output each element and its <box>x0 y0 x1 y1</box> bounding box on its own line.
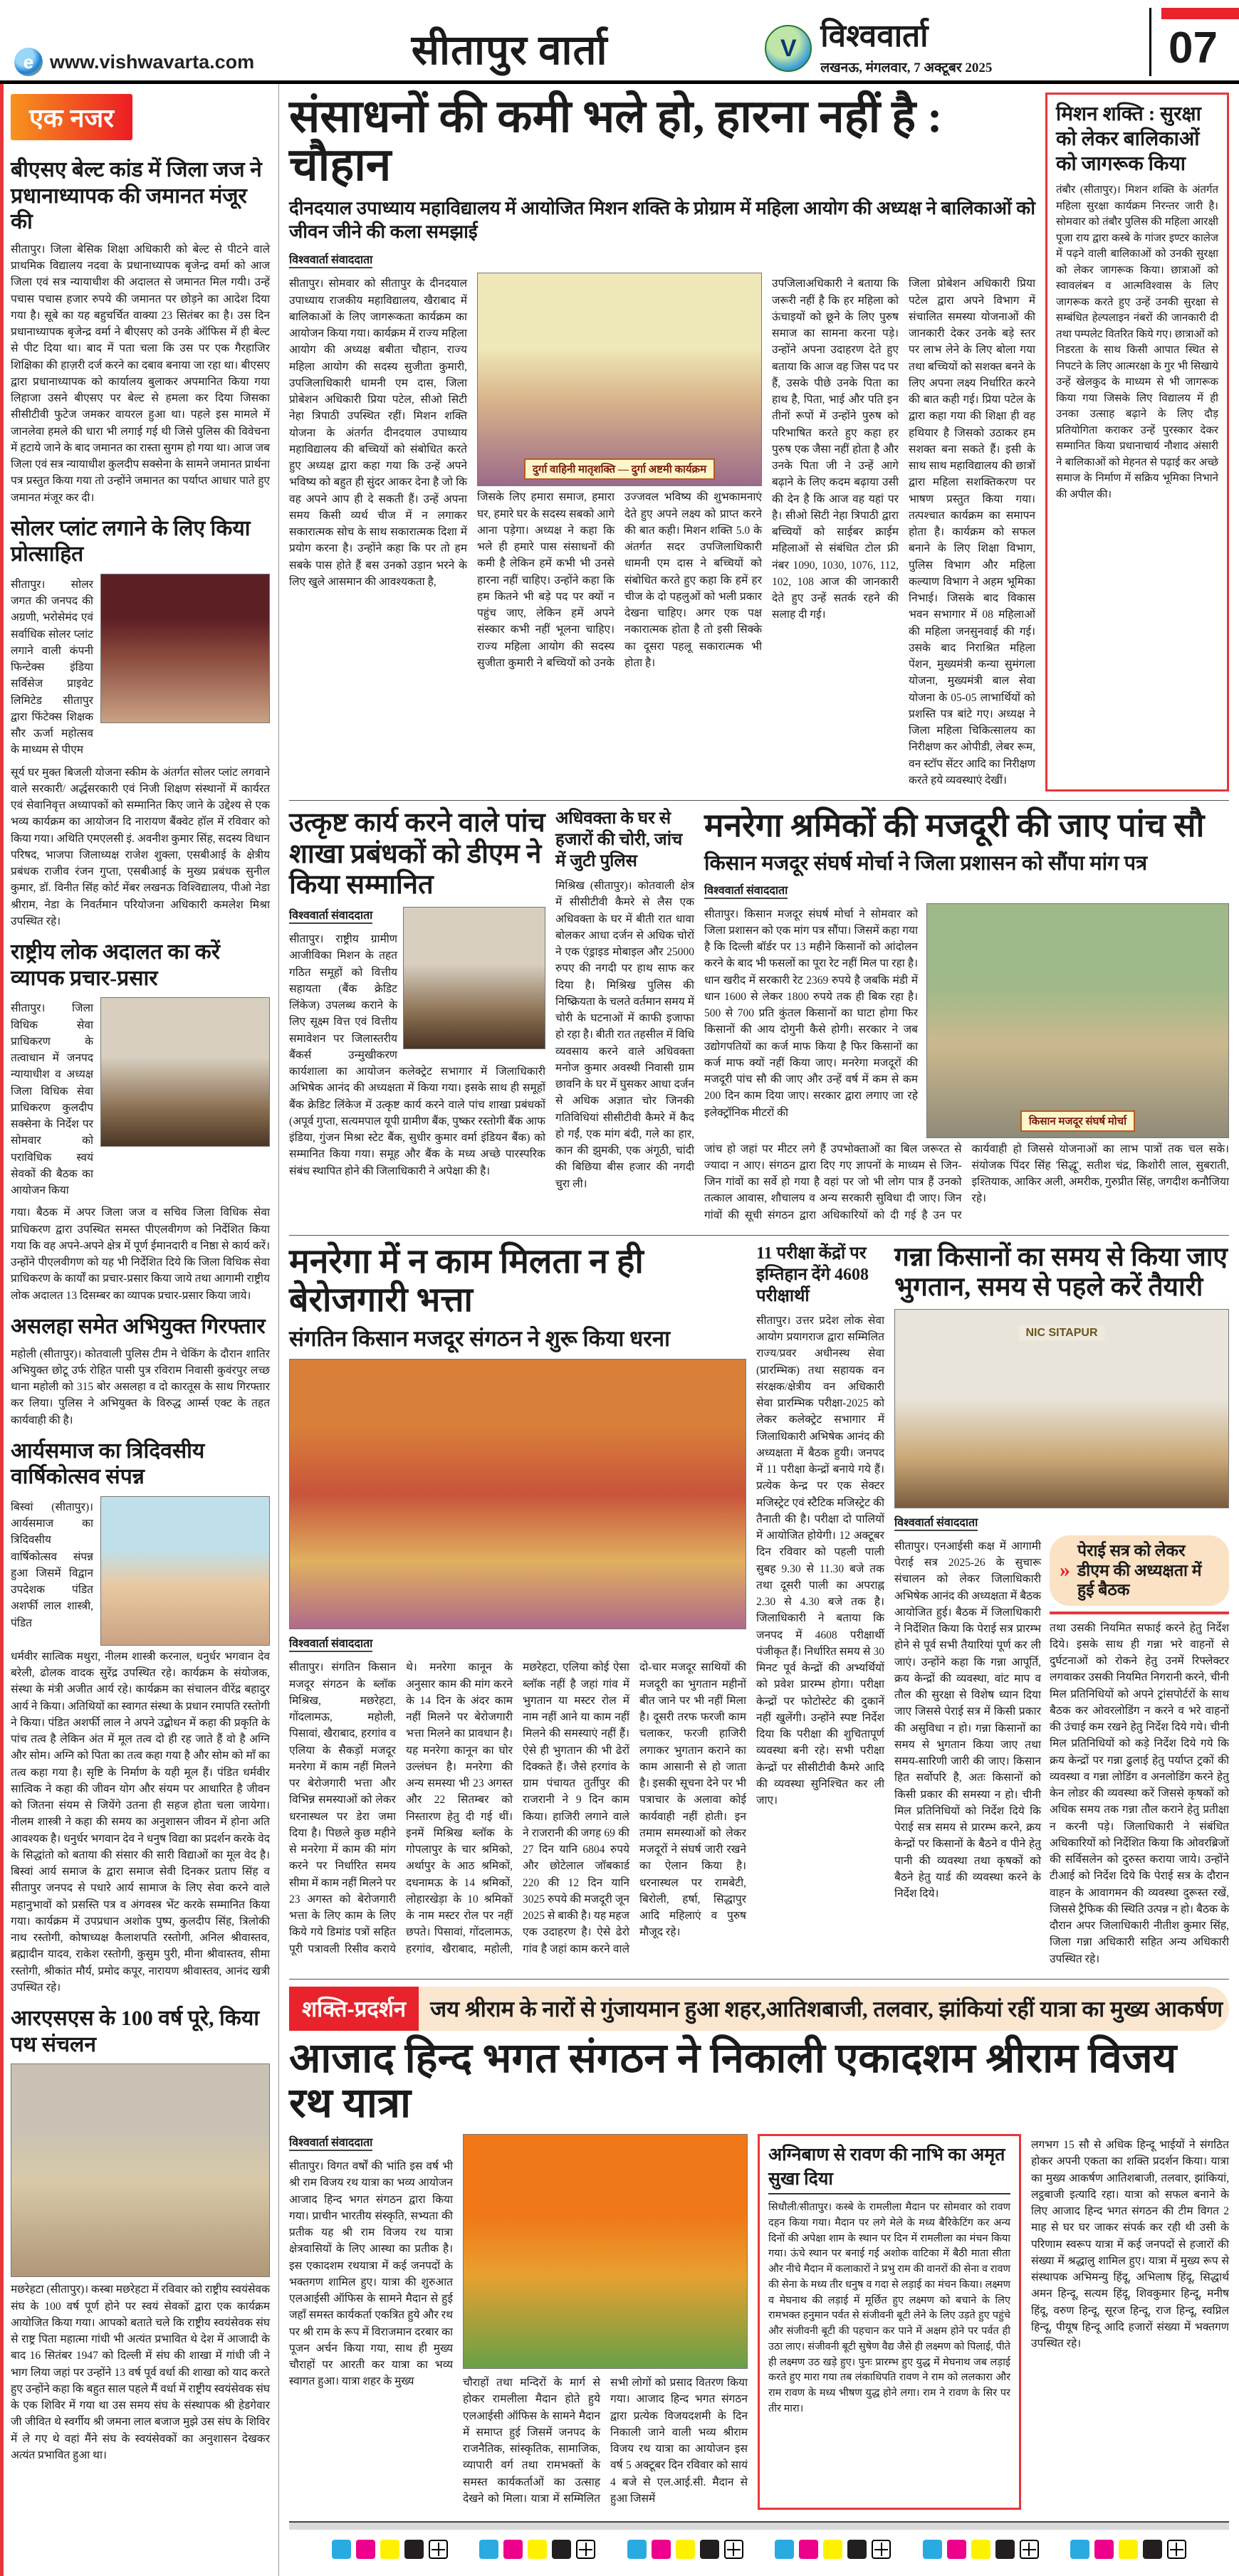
registration-cross-icon <box>724 2540 743 2559</box>
registration-cross-icon <box>872 2540 891 2559</box>
chori-article <box>555 808 694 1226</box>
brief-headline: आर्यसमाज का त्रिदिवसीय वार्षिकोत्सव संपन्न <box>11 1439 205 1489</box>
rath-yatra-headline: आजाद हिन्द भगत संगठन ने निकाली एकादशम श्रीराम विजय रथ यात्रा <box>289 2034 1177 2126</box>
majdoori-subhead: किसान मजदूर संघर्ष मोर्चा ने जिला प्रशासन को सौंपा मांग पत्र <box>704 851 1148 875</box>
page-number-block <box>1149 8 1225 76</box>
masthead-globe-logo-icon: V <box>765 25 812 72</box>
news-brief <box>11 157 270 506</box>
print-registration-marks <box>479 2540 595 2559</box>
yellow-swatch-icon <box>823 2540 842 2559</box>
black-swatch-icon <box>995 2540 1015 2559</box>
sammanit-article <box>289 808 545 1226</box>
brief-headline: असलहा समेत अभियुक्त गिरफ्तार <box>11 1314 266 1338</box>
print-registration-marks <box>1070 2540 1186 2559</box>
main-area <box>279 84 1239 2576</box>
page-number-divider <box>1149 8 1151 76</box>
ravan-dahan-headline: अग्निबाण से रावण की नाभि का अमृत सुखा दिया <box>768 2142 1010 2194</box>
website-url: www.vishwavarta.com <box>50 51 255 73</box>
black-swatch-icon <box>552 2540 571 2559</box>
lead-byline: विश्ववार्ता संवाददाता <box>289 251 372 268</box>
ganna-byline: विश्ववार्ता संवाददाता <box>894 1514 978 1531</box>
photo-dharna-crowd <box>289 1359 746 1629</box>
magenta-swatch-icon <box>947 2540 966 2559</box>
rath-yatra-section <box>289 1979 1229 2510</box>
kicker-strip-text: जय श्रीराम के नारों से गुंजायमान हुआ शहर,आतिशबाजी, तलवार, झांकियां रहीं यात्रा का मुख्य आकर्षण <box>430 1996 1223 2022</box>
lead-body-under-photo: जिसके लिए हमारा समाज, हमारा घर, हमारे घर के सदस्य सबको आगे आना पड़ेगा। अध्यक्ष ने कहा कि भले ही हमारे पास संसाधनों की कमी है लेकिन हमें कभी भी उनसे हारना नहीं चाहिए। उन्होंने कहा कि हम कितने भी बड़े पद पर क्यों न पहुंच जाए, लेकिन हमें अपने संस्कार कभी नहीं भूलना चाहिए। राज्य महिला आयोग की सदस्य सुजीता कुमारी ने बच्चियों को उनके उज्जवल भविष्य की शुभकामनाएं देते हुए अपने लक्ष्य को प्राप्त करने की बात कही। मिशन शक्ति 5.0 के अंतर्गत सदर उपजिलाधिकारी धामनी एम दास ने बच्चियों को संबोधित करते हुए कहा कि हमें हर चीज के दो पहलुओं को भली प्रकार देखना चाहिए। अगर एक पक्ष नकारात्मक होता है तो इसी सिक्के का दूसरा पहलू सकारात्मक भी होता है। <box>477 491 762 669</box>
rath-yatra-body-right: लगभग 15 सौ से अधिक हिन्दू भाईयों ने संगठित होकर अपनी एकता का शक्ति प्रदर्शन किया। यात्रा का मुख्य आकर्षण आतिशबाजी, तलवार, झांकियां, लट्ठबाजी इत्यादि रहा। यात्रा को सफल बनाने के लिए आजाद हिन्द भगत संगठन की टीम विगत 2 माह से घर घर जाकर संपर्क कर रही थी उसी के परिणाम स्वरूप यात्रा में कई जनपदों से हजारों की संख्या में श्रद्धालु शामिल हुए। यात्रा में मुख्य रूप से संस्थापक अभिमन्यु हिंदू, अभिलाष हिंदू, सिद्धार्थ अमन हिन्दू, सत्यम हिंदू, शिवकुमार हिन्दू, मनीष हिंदू, वरुण हिन्दू, सूरज हिन्दू, राज हिन्दू, स्वप्निल हिन्दू, पीयूष हिन्दू आदि हजारों संख्या में भक्तगण उपस्थित रहे। <box>1031 2139 1229 2350</box>
lead-headline: संसाधनों की कमी भले हो, हारना नहीं है : चौहान <box>289 91 943 190</box>
photo-sign-text: NIC SITAPUR <box>1018 1325 1104 1341</box>
mission-box-body: तंबौर (सीतापुर)। मिशन शक्ति के अंतर्गत महिला सुरक्षा कार्यक्रम निरन्तर जारी है। सोमवार को तंबौर पुलिस की महिला आरक्षी पूजा राय द्वारा कस्बे के गांजर इण्टर कालेज में पढ़ने वाली बालिकाओं को उनकी सुरक्षा को लेकर जागरूक किया। छात्राओं को स्वावलंबन व आत्मविश्वास के लिए जागरूक करते हुए उन्हें उनकी सुरक्षा से सम्बंधित हेल्पलाइन नंबरों की जानकारी दी तथा पम्पलेट वितरित किये गए। छात्राओं को निडरता के साथ किसी आपात स्थित से निपटने के लिए आत्मरक्षा के गुर भी सिखाये उन्हें खेलकुद के माध्यम से भी जागरूक किया गया जिसके लिए विद्यालय में ही उनका उत्साह बढ़ाने के लिए दौड़ प्रतियोगिता कराकर उन्हें पुरस्कार देकर सम्मानित किया प्रधानाचार्य नौशाद अंसारी ने बालिकाओं को मेहनत से पढ़ाई कर अच्छे समाज के निर्माण में सक्रिय भूमिका निभाने की अपील की। <box>1056 184 1218 500</box>
ek-najar-label: एक नजर <box>11 94 132 140</box>
photo-banner-text: किसान मजदूर संघर्ष मोर्चा <box>1020 1110 1135 1132</box>
dharna-subhead: संगतिन किसान मजदूर संगठन ने शुरू किया धरना <box>289 1326 671 1352</box>
brief-body-lead: सीतापुर। जिला विधिक सेवा प्राधिकरण के तत्वाधान में जनपद न्यायाधीश व अध्यक्ष जिला विधिक सेवा प्राधिकरण कुलदीप सक्सेना के निर्देश पर सोमवार को पराविधिक स्वयं सेवकों की बैठक का आयोजन किया <box>11 1002 93 1197</box>
yellow-swatch-icon <box>380 2540 399 2559</box>
yellow-swatch-icon <box>676 2540 695 2559</box>
news-brief <box>11 516 270 930</box>
yellow-swatch-icon <box>971 2540 990 2559</box>
photo-mission-shakti-event <box>477 273 762 486</box>
lead-body-col: सीतापुर। सोमवार को सीतापुर के दीनदयाल उपाध्याय राजकीय महाविद्यालय, खैराबाद में बालिकाओं के लिए जागरूकता कार्यक्रम का आयोजन किया गया। कार्यक्रम में राज्य महिला आयोग की अध्यक्ष बबीता चौहान, राज्य महिला आयोग की सदस्य सुजीता कुमारी, उपजिलाधिकारी धामनी एम दास, जिला प्रोबेशन अधिकारी प्रिया पटेल, सीओ सिटी नेहा त्रिपाठी उपस्थित रहीं। मिशन शक्ति योजना के अंतर्गत दीनदयाल उपाध्याय महाविद्यालय की बच्चियों को संबोधित करते हुए अध्यक्ष द्वारा कहा गया कि उन्हें अपने भविष्य को बहुत ही सुंदर आकर देना है जो कि वह अपने आप ही दे सकती हैं। उन्हें अपना समय किसी व्यर्थ चीज में न लगाकर सकारात्मक सोच के साथ सकारात्मक दिशा में प्रयोग करना है। उन्होंने कहा कि पर तो हम सबके पास होते हैं बस उनको उड़ान भरने के लिए खुले आसमान की आवश्यकता है, <box>289 278 467 588</box>
black-swatch-icon <box>847 2540 867 2559</box>
brief-body: सीतापुर। जिला बेसिक शिक्षा अधिकारी को बेल्ट से पीटने वाले प्राथमिक विद्यालय नदवा के प्रधानाध्यापक बृजेन्द्र वर्मा को आज जिला एवं सत्र न्यायाधीश की अदालत से जमानत मिल गयी। उन्हें पचास पचास हजार रुपये की जमानत पर छोड़ने का आदेश दिया गया है। सूबे का यह बहुचर्चित वाक्या 23 सितंबर का है। उस दिन प्रधानाध्यापक बृजेन्द्र वर्मा ने बीएसए को उनके ऑफिस में ही बेल्ट से पीट दिया था। बाद में पता चला कि उस पर एक गैरहाजिर शिक्षिका की हाज़री दर्ज करने का दबाव बनाया जा रहा था। बीएसए द्वारा प्रधानाध्यापक को कार्यालय बुलाकर अपमानित किया गया लिहाजा उसने बीएसए पर बेल्ट से हमला कर दिया जिसका सीसीटीवी फुटेज जमकर वायरल हुआ था। पहले इस मामले में जानलेवा हमले की धारा भी लगाई गई थी जिसे पुलिस की विवेचना में हटाये जाने के बाद जमानत का रास्ता सुगम हो गया था। आज जब जिला एवं सत्र न्यायाधीश कुलदीप सक्सेना के सामने जमानत प्रार्थना पत्र प्रस्तुत किया गया तो उन्होंने जमानत का पर्याप्त आधार पाते हुए जमानत मंजूर कर दी। <box>11 243 270 504</box>
mission-box-headline: मिशन शक्ति : सुरक्षा को लेकर बालिकाओं को जागरूक किया <box>1056 103 1201 175</box>
chori-headline: अधिवक्ता के घर से हजारों की चोरी, जांच में जुटी पुलिस <box>555 809 683 871</box>
yellow-swatch-icon <box>528 2540 547 2559</box>
lead-body-col: जिला प्रोबेशन अधिकारी प्रिया पटेल द्वारा अपने विभाग में संचालित समस्या योजनाओं की जानकारी देकर उनके बड़े स्तर पर लाभ लेने के लिए बोला गया तथा बच्चियों को सशक्त बनने के लिए अपना लक्ष्य निर्धारित करने की बात कही गई। प्रिया पटेल के द्वारा कहा गया की शिक्षा ही वह हथियार है जिसको उठाकर हम सशक्त बना सकते हैं। इसी के साथ साथ महाविद्यालय की छात्रों द्वारा महिला सशक्तिकरण पर भाषण प्रस्तुत किया गया। तत्पश्चात कार्यक्रम का समापन होता है। कार्यक्रम को सफल बनाने के लिए शिक्षा विभाग, पुलिस विभाग और महिला कल्याण विभाग ने अहम भूमिका निभाई। जिसके बाद विकास भवन सभागार में 08 महिलाओं की महिला जनसुनवाई की गई। उसके बाद निराश्रित महिला पेंशन, मुख्यमंत्री कन्या सुमंगला योजना, मुख्यमंत्री बाल सेवा योजना के 05-05 लाभार्थियों को प्रशस्ति पत्र बांटे गए। अध्यक्ष ने जिला महिला चिकित्सालय का निरीक्षण कर ओपीडी, लेबर रूम, वन स्टॉप सेंटर आदि का निरीक्षण करते हये व्यवस्थाएं देखीं। <box>909 278 1035 787</box>
registration-cross-icon <box>576 2540 595 2559</box>
lead-subhead: दीनदयाल उपाध्याय महाविद्यालय में आयोजित मिशन शक्ति के प्रोग्राम में महिला आयोग की अध्यक्ष ने बालिकाओं को जीवन जीने की कला समझाई <box>289 197 1035 243</box>
cyan-swatch-icon <box>332 2540 351 2559</box>
pariksha-headline: 11 परीक्षा केंद्रों पर इम्तिहान देंगे 4608 परीक्षार्थी <box>756 1244 869 1305</box>
news-brief <box>11 1314 270 1429</box>
magenta-swatch-icon <box>1094 2540 1114 2559</box>
photo-kisan-morcha <box>926 903 1229 1138</box>
magenta-swatch-icon <box>799 2540 818 2559</box>
brief-body: गया। बैठक में अपर जिला जज व सचिव जिला विधिक सेवा प्राधिकरण द्वारा उपस्थित समस्त पीएलवीगण को निर्देशित किया गया कि वह अपने-अपने क्षेत्र में पूर्ण ईमानदारी व निष्ठा से कार्य करें। उन्होंने पीएलवीगण को यह भी निर्देशित दिये कि जिला विधिक सेवा प्राधिकरण के कार्यों का प्रचार-प्रसार किया जाये तथा आगामी राष्ट्रीय लोक अदालत 13 दिसम्बर का व्यापक प्रचार-प्रसार किया जाये। <box>11 1206 270 1302</box>
brief-body: धर्मवीर सात्विक मथुरा, नीलम शास्त्री करनाल, धनुर्धर भगवान देव बरेली, ढोलक वादक सुरेंद्र उपस्थित रहे। कार्यक्रम के संयोजक, संस्था के मंत्री अजीत आर्य रहे। कार्यक्रम का संचालन वीरेंद्र बहादुर आर्य ने किया। अतिथियों का स्वागत संस्था के प्रधान रमापति रस्तोगी ने किया। पंडित अशर्फी लाल ने अपने उद्बोधन में कहा की प्रकृति के पांच तत्व है लेकिन अंत में मूल तत्व दो ही रह जाते हैं वो है अग्नि और सोम। अग्नि को पिता का तत्व कहा गया है और सोम को माँ का तत्व कहा गया है। सृष्टि के निर्माण के यही मूल हैं। पंडित धर्मवीर सात्विक ने कहा की जीवन योग और संयम पर आधारित है जीवन को जितना संयम से जियेंगे उतना ही सहज होता चला जायेगा। नीलम शास्त्री ने कहा की समय का अनुशासन जीवन में होना अति आवश्यक है। धनुर्धर भगवान देव ने धनुष विद्या का प्रदर्शन करके वेद के सिद्धांतो को बताया की संसार की सारी विद्याओं का मूल वेद है। बिस्वां आर्य समाज के द्वारा समाज सेवी दिनकर प्रताप सिंह व सीतापुर जनपद से पधारे आर्य सामाज के लिए सेवा करने वाले महानुभावों को प्रसस्ति पत्र व अंगवस्त्र भेंट करके सम्मानित किया गया। कार्यक्रम में उपप्रधान अशोक पुष्प, कुलदीप सिंह, त्रिलोकी नाथ रस्तोगी, कोषाध्यक्ष कैलाशपति रस्तोगी, अनिल श्रीवास्तव, ब्रह्मादीन यादव, राकेश रस्तोगी, कुसुम पुरी, मीना श्रीवास्तव, सीमा रस्तोगी, श्रीकांत मौर्य, प्रमोद कपूर, नारायण श्रीवास्तव, आनंद खत्री उपस्थित रहे। <box>11 1650 270 1994</box>
ravan-dahan-body: सिधौली/सीतापुर। कस्बे के रामलीला मैदान पर सोमवार को रावण दहन किया गया। मैदान पर लगे मेले के मध्य बैरिकेटिंग कर अन्य दिनों की अपेक्षा शाम के स्थान पर दिन में रामलीला का मंचन किया गया। ऊंचे स्थान पर बनाई गई अशोक वाटिका में बैठी माता सीता और नीचे मैदान में कलाकारों ने प्रभु राम की वानरों की सेना व रावण की सेना के मध्य तीर धनुष व गदा से लड़ाई का मंचन किया। लक्ष्मण व मेघनाथ की लड़ाई में मूर्छित हुए लक्ष्मण को बचाने के लिए रामभक्त हनुमान पर्वत से संजीवनी बूटी लेने के लिए उड़ते हुए पहुंचे और संजीवनी बूटी की पहचान कर पाने में अक्षम होने पर पर्वत ही उठा लाए। संजीवनी बूटी सुषेण वैद्य जैसे ही लक्ष्मण को पिलाई, पीते ही लक्ष्मण उठ खड़े हुए। पुनः प्रारम्भ हुए युद्ध में मेघनाथ जब लड़ाई करते हुए मारा गया तब लंकाधिपति रावण ने राम को ललकारा और राम रावण के मध्य भीषण युद्ध होने लगा। राम ने रावण के सिर पर तीर मारा। <box>768 2202 1010 2414</box>
news-brief <box>11 1439 270 1996</box>
brief-body-lead: सीतापुर। सोलर जगत की जनपद की अग्रणी, भरोसेमंद एवं सर्वाधिक सोलर प्लांट लगाने वाली कंपनी फिन्टेक्स इंडिया सर्विसेज प्राइवेट लिमिटेड सीतापुर द्वारा फिंटेक्स शिक्षक सौर ऊर्जा महोत्सव के माध्यम से पीएम <box>11 578 93 757</box>
dharna-headline: मनरेगा में न काम मिलता न ही बेरोजगारी भत्ता <box>289 1242 644 1319</box>
brief-headline: आरएसएस के 100 वर्ष पूरे, किया पथ संचलन <box>11 2007 260 2056</box>
ganna-article <box>894 1243 1229 1970</box>
print-registration-marks <box>775 2540 891 2559</box>
majdoori-article <box>704 808 1229 1226</box>
browser-globe-icon: e <box>14 48 43 76</box>
majdoori-body-left: सीतापुर। किसान मजदूर संघर्ष मोर्चा ने सोमवार को जिला प्रशासन को एक मांग पत्र सौंपा। जिसमें कहा गया है कि दिल्ली बॉर्डर पर 13 महीने किसानों को आंदोलन करने के बाद भी फसलों का पूरा रेट नहीं मिल पा रहा है। धान खरीद में सरकारी रेट 2369 रुपये है जबकि मंडी में धान 1600 से लेकर 1800 रुपये तक ही बिक रहा है। 500 से 700 प्रति कुंतल किसानों का घाटा होगा फिर किसानों की आय दोगुनी कैसे होगी। सरकार ने जब उद्योगपतियों का कर्ज माफ किया है फिर किसानों का कर्ज माफ क्यों नहीं किया जाए। मनरेगा मजदूरों की मजदूरी पांच सौ की जाए और उन्हें वर्ष में कम से कम 200 दिन काम दिया जाए। सरकार द्वारा लगाए जा रहे इलेक्ट्रॉनिक मीटरों की <box>704 908 918 1119</box>
rath-yatra-body-mid: चौराहों तथा मन्दिरों के मार्ग से होकर रामलीला मैदान होते हुये एलआईसी ऑफिस के सामने मैदान में समाप्त हुई जिसमें जनपद के राजनैतिक, सांस्कृतिक, सामाजिक, व्यापारी वर्ग तथा रामभक्तों के समस्त कार्यकर्ताओं का उत्साह देखने को मिला। यात्रा में सम्मिलित सभी लोगों को प्रसाद वितरण किया गया। आजाद हिन्द भगत संगठन द्वारा प्रत्येक विजयदशमी के दिन निकाली जाने वाली भव्य श्रीराम विजय रथ यात्रा का आयोजन इस वर्ष 5 अक्टूबर दिन रविवार को सायं 4 बजे से एल.आई.सी. मैदान से हुआ जिसमें <box>463 2377 748 2505</box>
mission-shakti-box <box>1045 93 1229 792</box>
dharna-byline: विश्ववार्ता संवाददाता <box>289 1635 372 1652</box>
dateline: लखनऊ, मंगलवार, 7 अक्टूबर 2025 <box>820 61 993 75</box>
magenta-swatch-icon <box>652 2540 671 2559</box>
perai-box <box>1050 1535 1229 1970</box>
brief-body-lead: बिस्वां (सीतापुर)। आर्यसमाज का त्रिदिवसीय वार्षिकोत्सव संपन्न हुआ जिसमें विद्वान उपदेशक पंडित अशर्फी लाल शास्त्री, पंडित <box>11 1500 93 1629</box>
cyan-swatch-icon <box>775 2540 794 2559</box>
photo-nic-meeting <box>894 1309 1229 1508</box>
majdoori-body-bottom: जांच हो जहां पर मीटर लगे हैं उपभोक्ताओं का बिल जरूरत से ज्यादा न आए। संगठन द्वारा दिए गए ज्ञापनों के माध्यम से जिन-जिन गांवों का सर्वे हो गया है वहां पर जो भी लोग पात्र हैं उनको तत्काल आवास, शौचालय व अन्य सरकारी सुविधा दी जाए। जिन गांवों की सूची संगठन द्वारा अधिकारियों को दी गई है उन पर कार्यवाही हो जिससे योजनाओं का लाभ पात्रों तक चल सके। संयोजक पिंदर सिंह 'सिद्धू', सतीश चंद्र, किशोरी लाल, सुबराती, इश्तियाक, आकिर अली, अमरीक, गुरुप्रीत सिंह, जगदीश कनौजिया रहे। <box>704 1142 1229 1221</box>
perai-box-body: तथा उसकी नियमित सफाई करने हेतु निर्देश दिये। इसके साथ ही गन्ना भरे वाहनों से दुर्घटनाओं को रोकने हेतु उनमें रिफ्लेक्टर लगवाकर उसकी नियमित निगरानी करने, चीनी मिल प्रतिनिधियों को अपने ट्रांसपोर्टरों के साथ बैठक कर ओवरलोडिंग न करने व भरे वाहनों की उंचाई कम रखने हेतु निर्देश दिये गये। चीनी मिल प्रतिनिधियों को कड़े निर्देश दिये गये कि क्रय केन्द्रों पर गन्ना ढुलाई हेतु पर्याप्त ट्रकों की व्यवस्था व गन्ना लोडिंग व अनलोडिंग करने हेतु केन लोडर की व्यवस्था करें जिससे कृषकों को अधिक समय तक गन्ना तौल कराने हेतु प्रतीक्षा न करनी पड़े। जिलाधिकारी ने संबंधित अधिकारियों को निर्देशित किया कि ओवरब्रिजों की सर्विसलेन को दुरुस्त कराया जाये। उन्होंने टीआई को निर्देश दिये कि पेराई सत्र के दौरान वाहन के आवागमन की व्यवस्था दुरूस्त रखें, जिससे ट्रैफिक की स्थिति उत्पन्न न हो। बैठक के दौरान अपर जिलाधिकारी नीतीश कुमार सिंह, जिला गन्ना अधिकारी सहित अन्य अधिकारी उपस्थित रहे। <box>1050 1621 1229 1965</box>
brief-body: महोली (सीतापुर)। कोतवाली पुलिस टीम ने चेकिंग के दौरान शातिर अभियुक्त छोटू उर्फ रोहित पासी पुत्र रविराम निवासी कुवंरपुर लच्छ थाना महोली को 315 बोर असलहा व दो कारतूस के साथ गिरफ्तार कर लिया। पुलिस ने अभियुक्त के विरुद्ध आर्म्स एक्ट के तहत कार्यवाही की है। <box>11 1347 270 1426</box>
brief-headline: सोलर प्लांट लगाने के लिए किया प्रोत्साहित <box>11 516 251 567</box>
brand-name: विश्ववार्ता <box>820 19 929 53</box>
photo-banner-text: दुर्गा वाहिनी मातृशक्ति — दुर्गा अष्टमी कार्यक्रम <box>524 458 715 480</box>
photo-legal-meeting <box>100 997 270 1147</box>
black-swatch-icon <box>700 2540 719 2559</box>
registration-cross-icon <box>1167 2540 1186 2559</box>
ek-najar-column <box>0 84 279 2576</box>
cyan-swatch-icon <box>627 2540 647 2559</box>
lead-article <box>289 93 1035 792</box>
black-swatch-icon <box>404 2540 424 2559</box>
photo-rath-yatra <box>463 2134 748 2369</box>
print-registration-marks <box>923 2540 1039 2559</box>
perai-box-rule <box>1050 1612 1229 1614</box>
page-number: 07 <box>1169 23 1218 73</box>
chevron-right-icon: » <box>1060 1558 1070 1582</box>
masthead <box>0 0 1239 84</box>
cyan-swatch-icon <box>1070 2540 1089 2559</box>
majdoori-headline: मनरेगा श्रमिकों की मजदूरी की जाए पांच सौ <box>704 807 1205 843</box>
rath-yatra-byline: विश्ववार्ता संवाददाता <box>289 2134 372 2151</box>
cyan-swatch-icon <box>479 2540 498 2559</box>
cyan-swatch-icon <box>923 2540 942 2559</box>
registration-cross-icon <box>429 2540 448 2559</box>
photo-dm-felicitation <box>403 907 545 1049</box>
rath-yatra-body-left: सीतापुर। विगत वर्षों की भांति इस वर्ष भी श्री राम विजय रथ यात्रा का भव्य आयोजन आजाद हिन्द भगत संगठन द्वारा किया गया। प्राचीन भारतीय संस्कृति, सभ्यता की प्रतीक यह श्री राम विजय रथ यात्रा क्षेत्रवासियों के लिए आस्था का प्रतीक है। इस एकादशम रथयात्रा में कई जनपदों के भक्तगण शामिल हुए। यात्रा की शुरुआत एलआईसी ऑफिस के सामने मैदान से हुई जहाँ समस्त कार्यकर्ता एकत्रित हुये और रथ पर श्री राम के रूप में विराजमान दरबार का पूजन अर्चन किया गया, साथ ही मुख्य चौराहों पर आरती कर यात्रा का भव्य स्वागत हुआ। यात्रा शहर के मुख्य <box>289 2160 453 2388</box>
registration-cross-icon <box>1020 2540 1039 2559</box>
brief-headline: राष्ट्रीय लोक अदालत का करें व्यापक प्रचार-प्रसार <box>11 940 221 990</box>
sammanit-headline: उत्कृष्ट कार्य करने वाले पांच शाखा प्रबंधकों को डीएम ने किया सम्मानित <box>289 808 545 900</box>
ravan-dahan-box <box>758 2134 1021 2510</box>
news-brief <box>11 940 270 1304</box>
dharna-article <box>289 1243 746 1970</box>
pariksha-body: सीतापुर। उत्तर प्रदेश लोक सेवा आयोग प्रयागराज द्वारा सम्मिलित राज्य/प्रवर अधीनस्थ सेवा (प्रारम्भिक) तथा सहायक वन संरक्षक/क्षेत्रीय वन अधिकारी सेवा प्रारम्भिक परीक्षा-2025 को लेकर कलेक्ट्रेट सभागार में जिलाधिकारी अभिषेक आनंद की अध्यक्षता में बैठक हुयी। जनपद में 11 परीक्षा केन्द्रों बनाये गये हैं। प्रत्येक केन्द्र पर एक सेक्टर मजिस्ट्रेट एवं स्टैटिक मजिस्ट्रेट की तैनाती की है। परीक्षा दो पालियों में आयोजित होयेगी। 12 अक्टूबर दिन रविवार को पहली पाली सुबह 9.30 से 11.30 बजे तक तथा दूसरी पाली का अपराह्न 2.30 से 4.30 बजे तक है। जिलाधिकारी ने बताया कि जनपद में 4608 परीक्षार्थी पंजीकृत हैं। निर्धारित समय से 30 मिनट पूर्व केन्द्रों की अभ्यर्थियों को प्रवेश प्रारम्भ होगा। परीक्षा केन्द्रों पर फोटोस्टेट की दुकानें नहीं खुलेंगी। उन्होंने स्पष्ट निर्देश दिया कि परीक्षा की शुचितापूर्ण व्यवस्था बनी रहे। सभी परीक्षा केन्द्रों पर सीसीटीवी कैमरे आदि की व्यवस्था सुनिश्चित कर ली जाए। <box>756 1314 884 1807</box>
chori-body: मिश्रिख (सीतापुर)। कोतवाली क्षेत्र में सीसीटीवी कैमरे से लैस एक अधिवक्ता के घर में बीती रात धावा बोलकर आधा दर्जन से अधिक चोरों ने एक एंड्राइड मोबाइल और 25000 रुपए की नगदी पर हाथ साफ कर दिया है। मिश्रिख पुलिस की निष्क्रियता के चलते वर्तमान समय में चोरी के घटनाओं में काफी इजाफा हो रहा है। बीती रात तहसील में विधि व्यवसाय करने वाले अधिवक्ता मनोज कुमार अवस्थी निवासी ग्राम छावनि के घर में घुसकर आधा दर्जन से अधिक अज्ञात चोर जिनकी गतिविधियां सीसीटीवी कैमरे में कैद हो गईं, एक मांग बंदी, गले का हार, कान की झुमकी, एक अंगूठी, चांदी की बिछिया बीस हजार की नगदी चुरा ली। <box>555 880 694 1190</box>
print-registration-marks <box>332 2540 448 2559</box>
dharna-body: सीतापुर। संगतिन किसान मजदूर संगठन के ब्लॉक मिश्रिख, मछरेहटा, गोंदलामऊ, महोली, पिसावां, खैराबाद, हरगांव व एलिया के सैकड़ों मजदूर मनरेगा में काम नहीं मिलने पर बेरोजगारी भत्ता और विभिन्न समस्याओं को लेकर धरनास्थल पर डेरा जमा दिया है। पिछले कुछ महीने से मनरेगा में काम की मांग करने पर निर्धारित समय सीमा में काम नहीं मिलने पर 23 अगस्त को बेरोजगारी भत्ता के लिए काम के लिए किये गये डिमांड पत्रों सहित पूरी पत्रावली रिसीव कराये थे। मनरेगा कानून के अनुसार काम की मांग करने के 14 दिन के अंदर काम नहीं मिलने पर बेरोजगारी भत्ता मिलने का प्रावधान है। यह मनरेगा कानून का घोर उल्लंघन है। मनरेगा की अन्य समस्या भी 23 अगस्त और 22 सितम्बर को निस्तारण हेतु दी गई थीं। इनमें मिश्रिख ब्लॉक के गोपलापुर के चार श्रमिको, अर्थापुर के आठ श्रमिकों, दधनामऊ के 14 श्रमिकों, लोहारखेड़ा के 10 श्रमिकों के नाम मस्टर रोल पर नहीं छपते। पिसावां, गोंदलामऊ, हरगांव, खैराबाद, महोली, मछरेहटा, एलिया कोई ऐसा ब्लॉक नहीं है जहां गांव में भुगतान या मस्टर रोल में नाम नहीं आने या काम नहीं मिलने की समस्याएं नहीं हैं। ऐसे ही भुगतान की भी ढेरों दिक्कते हैं। जैसे हरगांव के ग्राम पंचायत तुर्तीपुर की राजरानी ने 9 दिन काम किया। हाजिरी लगाने वाले ने राजरानी की जगह 69 की 27 दिन यानि 6804 रुपये और छोटेलाल जॉबकार्ड 220 की 12 दिन यानि 3025 रुपये की मजदूरी जून 2025 से बाकी है। यह महज एक उदाहरण है। ऐसे ढेरो गांव है जहां काम करने वाले दो-चार मजदूर साथियों की मजदूरी का भुगतान महीनों बीत जाने पर भी नहीं मिला है। दूसरी तरफ फरजी काम चलाकर, फरजी हाजिरी लगाकर भुगतान कराने का काम आसानी से हो जाता है। इसकी सूचना देने पर भी पत्राचार के अलावा कोई कार्यवाही नहीं होती। इन तमाम समस्याओं को लेकर मजदूरों ने संघर्ष जारी रखने का ऐलान किया है। धरनास्थल पर रामबेटी, बिरोली, हर्षा, सिद्धापुर आदि महिलाएं व पुरुष मौजूद रहे। <box>289 1661 746 1955</box>
edition-title: सीतापुर वार्ता <box>411 27 608 73</box>
brief-body: सूर्य घर मुक्त बिजली योजना स्कीम के अंतर्गत सोलर प्लांट लगवाने वाले सरकारी/ अर्द्धसरकारी एवं निजी शिक्षण संस्थानों में कार्यरत एवं सेवानिवृत्त अध्यापकों को सम्मानित किए जाने के उद्देश्य से एक भव्य कार्यक्रम का आयोजन दि नारायण बैंक्वेट हॉल में रविवार को किया गया। अथिति एमएलसी इं. अवनीश कुमार सिंह, सदस्य विधान परिषद, भाजपा जिलाध्यक्ष राजेश शुक्ला, एसबीआई के क्षेत्रीय प्रबंधक राजीव रंजन गुप्ता, एसबीआई के मुख्य प्रबंधक सुनील कुमार, डॉ. विनीत सिंह कोर्ट मेंबर लखनऊ विश्विद्यालय, पीओ नेडा श्रीराम, नेडा के निवर्तमान परियोजना अधिकारी कमलेश मिश्रा उपस्थित रहे। <box>11 766 270 927</box>
sammanit-byline: विश्ववार्ता संवाददाता <box>289 907 372 924</box>
page-number-red-bar <box>1161 8 1239 19</box>
brief-headline: बीएसए बेल्ट कांड में जिला जज ने प्रधानाध्यापक की जमानत मंजूर की <box>11 158 262 234</box>
black-swatch-icon <box>1143 2540 1162 2559</box>
pariksha-article <box>756 1243 884 1970</box>
photo-solar-event <box>100 574 270 723</box>
photo-rss-march <box>11 2064 270 2277</box>
photo-aryasamaj-function <box>100 1496 270 1646</box>
print-registration-row <box>289 2530 1229 2569</box>
brief-body: मछरेहटा (सीतापुर)। कस्बा मछरेहटा में रविवार को राष्ट्रीय स्वयंसेवक संघ के 100 वर्ष पूर्ण होने पर स्वयं सेवकों द्वारा एक कार्यक्रम आयोजित किया गया। आपको बताते चले कि राष्ट्रीय स्वयंसेवक संघ से राष्ट्र पिता महात्मा गांधी भी अत्यंत प्रभावित थे देश में आजादी के बाद 16 सितंबर 1947 को दिल्ली में संघ की शाखा में गांधी जी ने भाग लिया जहां पर उन्होंने 13 वर्ष पूर्व वर्धा की शाखा को याद करते हुए उन्होंने कहा कि बहुत साल पहले मैं वर्धा में राष्ट्रीय स्वयंसेवक संघ के एक शिविर में गया था उस समय संघ के संस्थापक श्री हेडगेवार जी जीवित थे स्वर्गीय श्री जमना लाल बजाज मुझे उस संघ के शिविर में ले गए थे वहां मैंने संघ के स्वयंसेवकों का अनुशासन देखकर अत्यंत प्रभावित हुआ था। <box>11 2283 270 2461</box>
perai-box-headline: पेराई सत्र को लेकर डीएम की अध्यक्षता में हुई बैठक <box>1077 1541 1202 1599</box>
magenta-swatch-icon <box>356 2540 375 2559</box>
yellow-swatch-icon <box>1119 2540 1138 2559</box>
website-link[interactable] <box>14 48 254 76</box>
print-registration-marks <box>627 2540 743 2559</box>
footer-gray-bar <box>289 2521 1229 2530</box>
magenta-swatch-icon <box>503 2540 523 2559</box>
lead-body-col: उपजिलाअधिकारी ने बताया कि जरूरी नहीं है कि हर महिला को ऊंचाइयों को छूने के लिए पुरुष समाज का सामना करना पड़े। उन्होंने अपना उदाहरण देते हुए बताया कि आज वह जिस पद पर हैं, उसके पीछे उनके पिता का हाथ है, पिता, भाई और पति इन तीनों रूपों में उन्होंने पुरुष को परिभाषित करते हुए कहा हर पुरुष एक जैसा नहीं होता है और उनके पिता जी ने उन्हें आगे बढ़ाने के लिए कदम बढ़ाया उसी की देन है कि आज वह यहां पर है। सीओ सिटी नेहा त्रिपाठी द्वारा बच्चियों को साईबर क्राईम महिलाओं से संबंधित टोल फ्री नंबर 1090, 1030, 1076, 112, 102, 108 आज की जानकारी देते हुए उन्हें सतर्क रहने की सलाह दी गई। <box>772 278 899 621</box>
news-brief <box>11 2006 270 2464</box>
sammanit-body: सीतापुर। राष्ट्रीय ग्रामीण आजीविका मिशन के तहत गठित समूहों को वित्तीय सहायता (बैंक क्रेडिट लिंकेज) उपलब्ध कराने के लिए सूक्ष्म वित्त एवं वित्तीय समावेशन पर जिलास्तरीय बैंकर्स उन्मुखीकरण कार्यशाला का आयोजन कलेक्ट्रेट सभागार में जिलाधिकारी अभिषेक आनंद की अध्यक्षता में किया गया। इसके साथ ही समूहों बैंक क्रेडिट लिंकेज में उत्कृष्ट कार्य करने वाले पांच शाखा प्रबंधकों (अपूर्व गुप्ता, सत्यमपाल यूपी ग्रामीण बैंक, पुष्कर रस्तोगी बैंक आफ इंडिया, गुंजन मिश्रा स्टेट बैंक, सुधीर कुमार वर्मा इंडियन बैंक) को सम्मानित किया गया। समूह और बैंक के मध्य अच्छे पारस्परिक संबंध स्थापित होने की जिलाधिकारी ने अपेक्षा की है। <box>289 933 545 1177</box>
ganna-headline: गन्ना किसानों का समय से किया जाए भुगतान, समय से पहले करें तैयारी <box>894 1242 1228 1303</box>
majdoori-byline: विश्ववार्ता संवाददाता <box>704 882 788 899</box>
ganna-body: सीतापुर। एनआईसी कक्ष में आगामी पेराई सत्र 2025-26 के सुचारू संचालन को लेकर जिलाधिकारी अभिषेक आनंद की अध्यक्षता में बैठक आयोजित हुई। बैठक में जिलाधिकारी ने निर्देशित किया कि पेराई सत्र प्रारम्भ होने से पूर्व सभी तैयारियां पूर्ण कर ली जाएं। उन्होंने कहा कि गन्ना आपूर्ति, क्रय केन्द्रों की व्यवस्था, वांट माप व तौल की सुरक्षा से विशेष ध्यान दिया जाए जिससे पेराई सत्र में किसी प्रकार की असुविधा न हो। गन्ना किसानों का समय से भुगतान किया जाए तथा समय-सारिणी जारी की जाए। किसान हित सर्वोपरि है, अतः किसानों को किसी प्रकार की समस्या न हो। चीनी मिल प्रतिनिधियों को निर्देश दिये कि पेराई सत्र समय से प्रारम्भ करने, क्रय केन्द्रों पर किसानों के बैठने व पीने हेतु पानी की व्यवस्था तथा कृषकों को बैठने हेतु यार्ड की व्यवस्था करने के निर्देश दिये। <box>894 1540 1041 1901</box>
brand-block <box>765 21 992 76</box>
kicker-badge: शक्ति-प्रदर्शन <box>289 1987 419 2031</box>
